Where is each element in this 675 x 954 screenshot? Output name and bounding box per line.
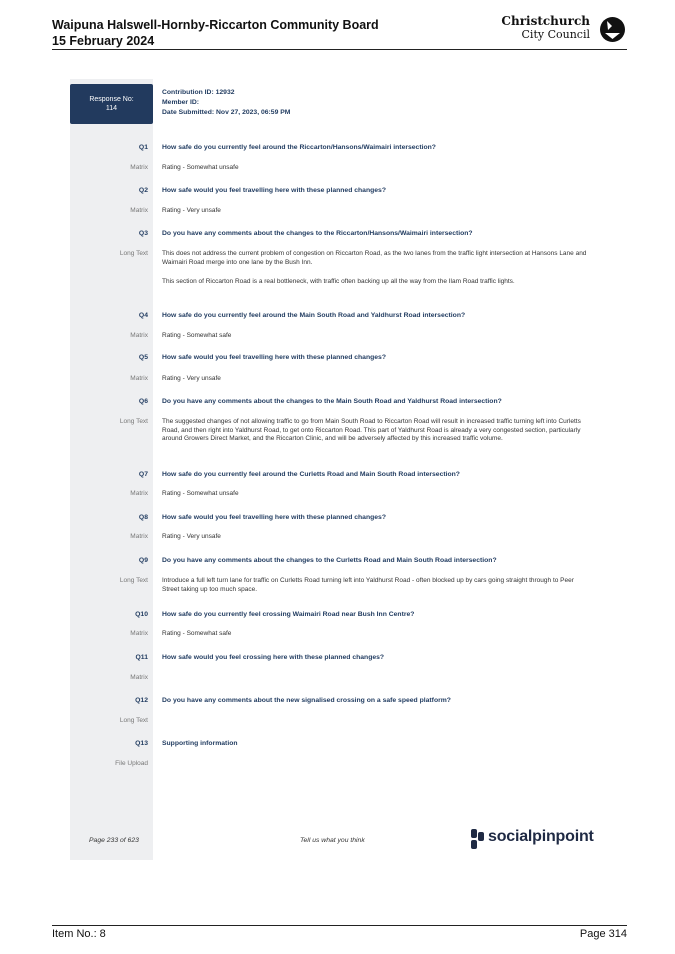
answer-text: Rating - Very unsafe xyxy=(162,207,221,214)
answer-type: Matrix xyxy=(130,164,148,171)
answer-text: The suggested changes of not allowing traffic to go from Main South Road to Riccarton Road will result in increased traffic turning left into Curletts Road, and then right into Yaldhurst Road, to get onto Riccarton Road. This part of Yaldhurst Road is already a very congested section, particularly around Growers Direct Market, and the Riccarton Clinic, and will be adversely affected by this increased traffic volume. xyxy=(162,418,581,443)
question-text: How safe do you currently feel around the Riccarton/Hansons/Waimairi intersection? xyxy=(162,144,436,151)
question-text: How safe do you currently feel around the Curletts Road and Main South Road intersection? xyxy=(162,471,460,478)
footer-divider xyxy=(52,925,627,926)
answer-type: Matrix xyxy=(130,490,148,497)
answer-type: Matrix xyxy=(130,533,148,540)
response-number: 114 xyxy=(105,105,118,112)
question-text: How safe would you feel travelling here with these planned changes? xyxy=(162,354,386,361)
document-header xyxy=(52,17,379,49)
answer-text: Rating - Very unsafe xyxy=(162,533,221,540)
date-submitted: Nov 27, 2023, 06:59 PM xyxy=(216,109,291,116)
submission-meta xyxy=(162,88,290,118)
answer-type: Matrix xyxy=(130,207,148,214)
question-text: How safe would you feel travelling here with these planned changes? xyxy=(162,514,386,521)
question-number: Q1 xyxy=(138,144,148,151)
question-text: How safe do you currently feel around the Main South Road and Yaldhurst Road intersection? xyxy=(162,312,466,319)
question-text: Do you have any comments about the changes to the Main South Road and Yaldhurst Road intersection? xyxy=(162,398,502,405)
council-emblem-icon xyxy=(599,16,626,43)
question-number: Q5 xyxy=(138,354,148,361)
item-number: Item No.: 8 xyxy=(52,928,106,940)
question-number: Q9 xyxy=(138,557,148,564)
question-number: Q4 xyxy=(138,312,148,319)
question-number: Q7 xyxy=(138,471,148,478)
question-text: How safe would you feel travelling here with these planned changes? xyxy=(162,187,386,194)
question-number: Q13 xyxy=(135,740,148,747)
question-text: Do you have any comments about the new signalised crossing on a safe speed platform? xyxy=(162,697,451,704)
response-label: Response No: xyxy=(89,96,134,103)
answer-type: Long Text xyxy=(119,717,148,724)
report-tagline: Tell us what you think xyxy=(300,837,365,844)
page-number: Page 314 xyxy=(579,928,627,940)
socialpinpoint-wordmark: socialpinpoint xyxy=(488,828,594,845)
response-number-badge xyxy=(70,84,153,124)
header-divider xyxy=(52,49,627,50)
member-label: Member ID: xyxy=(162,99,200,106)
answer-type: Matrix xyxy=(130,332,148,339)
contribution-label: Contribution ID: xyxy=(162,89,214,96)
answer-type: File Upload xyxy=(115,760,148,767)
answer-text: Rating - Somewhat unsafe xyxy=(162,490,239,497)
answer-text-paragraph-2: This section of Riccarton Road is a real bottleneck, with traffic often backing up all the way from the Ilam Road traffic lights. xyxy=(162,278,515,285)
question-number: Q12 xyxy=(135,697,148,704)
meeting-date: 15 February 2024 xyxy=(52,34,155,48)
answer-text: This does not address the current problem of congestion on Riccarton Road, as the two lanes from the traffic light intersection at Hansons Lane and Waimairi Road merge into one lane by the Bush Inn. xyxy=(162,250,587,266)
logo-line1: Christchurch xyxy=(501,14,590,28)
logo-line2: City Council xyxy=(521,28,590,41)
answer-text: Rating - Somewhat safe xyxy=(162,332,232,339)
question-text: How safe do you currently feel crossing Waimairi Road near Bush Inn Centre? xyxy=(162,611,415,618)
answer-type: Matrix xyxy=(130,630,148,637)
answer-type: Matrix xyxy=(130,674,148,681)
council-logo xyxy=(501,14,628,49)
question-number: Q10 xyxy=(135,611,148,618)
question-number: Q6 xyxy=(138,398,148,405)
date-label: Date Submitted: xyxy=(162,109,215,116)
answer-text: Rating - Somewhat unsafe xyxy=(162,164,239,171)
answer-type: Matrix xyxy=(130,375,148,382)
contribution-id: 12932 xyxy=(215,89,235,96)
question-text: Do you have any comments about the changes to the Curletts Road and Main South Road intersection? xyxy=(162,557,497,564)
board-title: Waipuna Halswell-Hornby-Riccarton Community Board xyxy=(52,18,379,32)
answer-type: Long Text xyxy=(119,418,148,425)
answer-text: Rating - Somewhat safe xyxy=(162,630,232,637)
answer-type: Long Text xyxy=(119,250,148,257)
answer-text: Rating - Very unsafe xyxy=(162,375,221,382)
question-number: Q3 xyxy=(138,230,148,237)
question-number: Q8 xyxy=(138,514,148,521)
answer-text: Introduce a full left turn lane for traffic on Curletts Road turning left into Yaldhurst Road - often blocked up by cars going straight through to Peer Street taking up too much space. xyxy=(162,577,574,593)
report-page-number: Page 233 of 623 xyxy=(89,837,139,844)
question-text: How safe would you feel crossing here with these planned changes? xyxy=(162,654,385,661)
answer-type: Long Text xyxy=(119,577,148,584)
question-text: Supporting information xyxy=(162,740,238,747)
socialpinpoint-icon xyxy=(471,829,486,849)
question-text: Do you have any comments about the changes to the Riccarton/Hansons/Waimairi intersection? xyxy=(162,230,473,237)
question-number: Q11 xyxy=(135,654,148,661)
question-number: Q2 xyxy=(138,187,148,194)
